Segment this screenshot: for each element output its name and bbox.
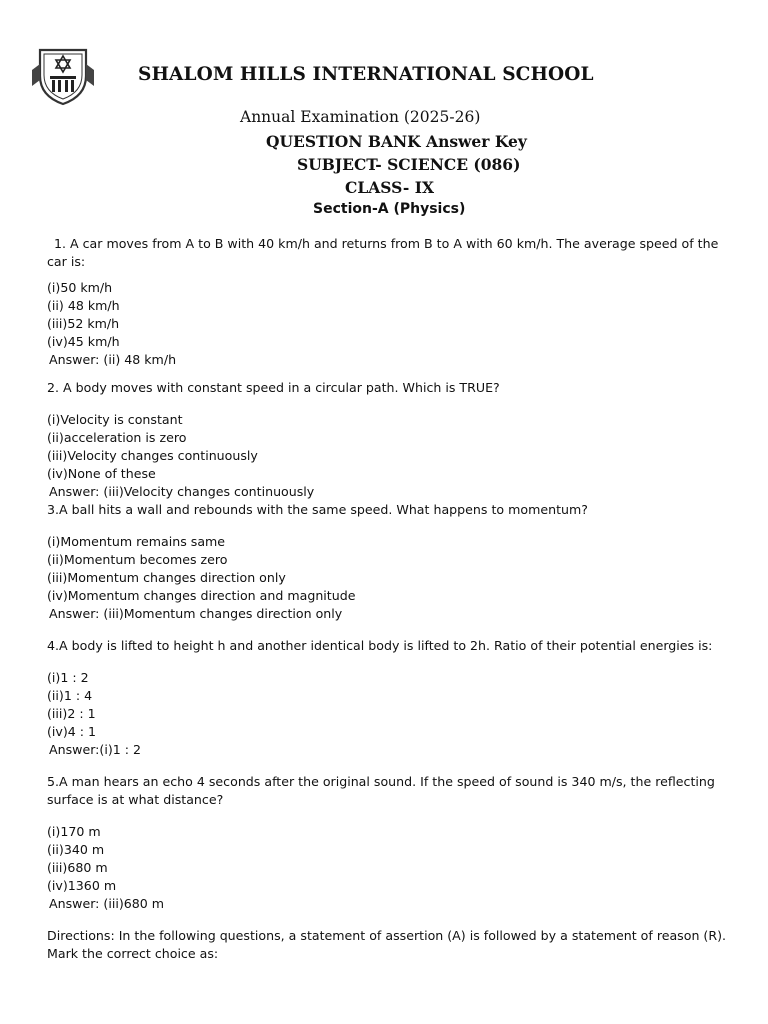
question-3-option-1: (i)Momentum remains same (47, 534, 226, 549)
document-type: QUESTION BANK Answer Key (266, 132, 527, 151)
exam-title: Annual Examination (2025-26) (240, 108, 481, 126)
class-line: CLASS- IX (345, 178, 434, 197)
section-heading: Section-A (Physics) (313, 201, 466, 217)
question-5-text: 5.A man hears an echo 4 seconds after the original sound. If the speed of sound is 340 m/s, the reflecting surface is at what distance? (47, 774, 715, 807)
question-5-option-1: (i)170 m (47, 824, 101, 839)
question-2-answer: Answer: (iii)Velocity changes continuously (49, 484, 315, 499)
question-3-option-3: (iii)Momentum changes direction only (47, 570, 286, 585)
subject-line: SUBJECT- SCIENCE (086) (297, 155, 521, 174)
question-1-option-2: (ii) 48 km/h (47, 298, 120, 313)
question-4-option-2: (ii)1 : 4 (47, 688, 93, 703)
question-1-option-3: (iii)52 km/h (47, 316, 120, 331)
question-1-answer: Answer: (ii) 48 km/h (49, 352, 177, 367)
question-4-answer: Answer:(i)1 : 2 (49, 742, 142, 757)
question-4-option-1: (i)1 : 2 (47, 670, 89, 685)
question-1-text: 1. A car moves from A to B with 40 km/h and returns from B to A with 60 km/h. The average speed of the car is: (47, 236, 719, 269)
question-3-option-4: (iv)Momentum changes direction and magnitude (47, 588, 356, 603)
assertion-reason-directions: Directions: In the following questions, a statement of assertion (A) is followed by a statement of reason (R). Mark the correct choice as: (47, 928, 727, 961)
question-1-option-4: (iv)45 km/h (47, 334, 120, 349)
question-5-option-4: (iv)1360 m (47, 878, 117, 893)
question-4-option-4: (iv)4 : 1 (47, 724, 97, 739)
question-2-option-3: (iii)Velocity changes continuously (47, 448, 258, 463)
question-3-option-2: (ii)Momentum becomes zero (47, 552, 228, 567)
question-5-option-3: (iii)680 m (47, 860, 108, 875)
question-3-answer: Answer: (iii)Momentum changes direction only (49, 606, 343, 621)
question-3-text: 3.A ball hits a wall and rebounds with the same speed. What happens to momentum? (47, 502, 588, 517)
question-2-option-4: (iv)None of these (47, 466, 156, 481)
question-2-option-1: (i)Velocity is constant (47, 412, 183, 427)
question-1-option-1: (i)50 km/h (47, 280, 113, 295)
question-4-option-3: (iii)2 : 1 (47, 706, 96, 721)
school-crest-icon (28, 40, 98, 108)
question-5-option-2: (ii)340 m (47, 842, 105, 857)
school-name: SHALOM HILLS INTERNATIONAL SCHOOL (138, 64, 594, 85)
question-4-text: 4.A body is lifted to height h and another identical body is lifted to 2h. Ratio of their potential energies is: (47, 638, 713, 653)
question-2-option-2: (ii)acceleration is zero (47, 430, 187, 445)
question-2-text: 2. A body moves with constant speed in a circular path. Which is TRUE? (47, 380, 500, 395)
question-5-answer: Answer: (iii)680 m (49, 896, 165, 911)
